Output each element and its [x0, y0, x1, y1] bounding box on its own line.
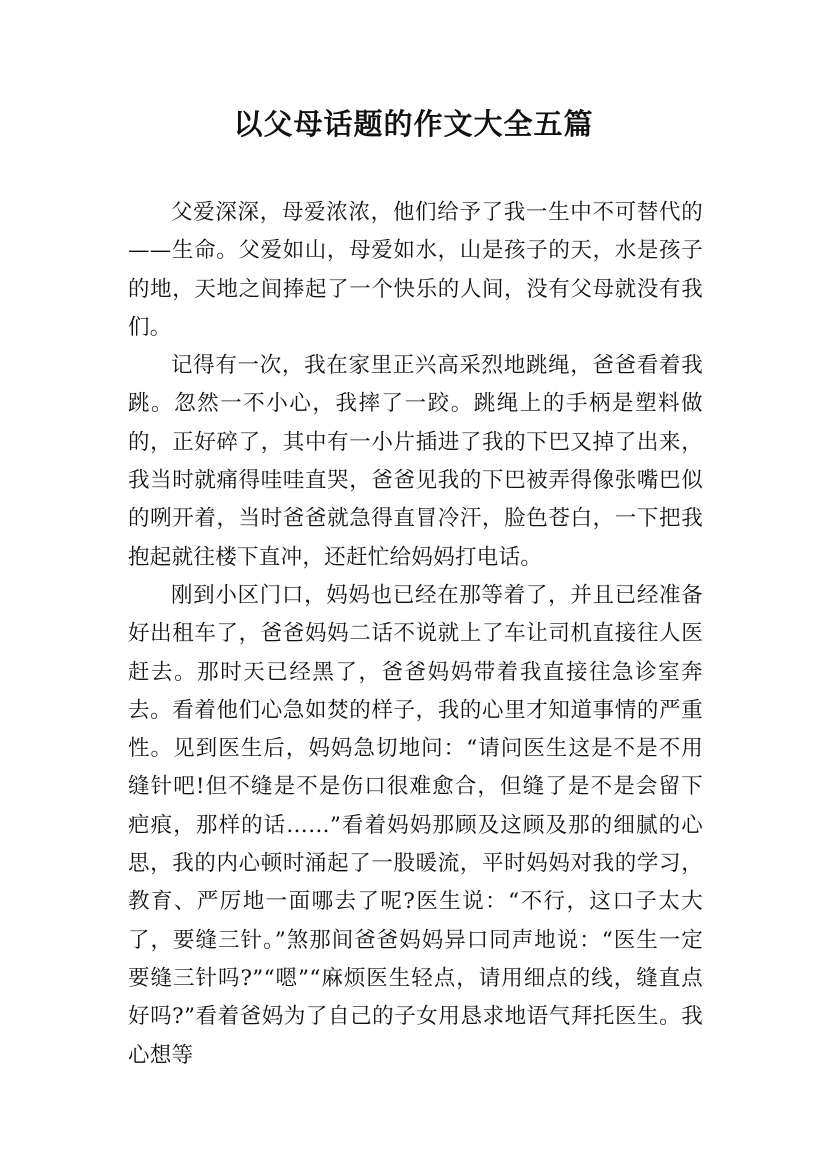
document-body	[128, 194, 703, 1075]
document-title: 以父母话题的作文大全五篇	[233, 107, 594, 141]
paragraph: 刚到小区门口，妈妈也已经在那等着了，并且已经准备好出租车了，爸爸妈妈二话不说就上了车让司机直接往人医赶去。那时天已经黑了，爸爸妈妈带着我直接往急诊室奔去。看着他们心急如焚的样子，我的心里才知道事情的严重性。见到医生后，妈妈急切地问：“请问医生这是不是不用缝针吧!但不缝是不是伤口很难愈合，但缝了是不是会留下疤痕，那样的话……”看着妈妈那顾及这顾及那的细腻的心思，我的内心顿时涌起了一股暖流，平时妈妈对我的学习，教育、严厉地一面哪去了呢?医生说：“不行，这口子太大了，要缝三针。”煞那间爸爸妈妈异口同声地说：“医生一定要缝三针吗?”“嗯”“麻烦医生轻点，请用细点的线，缝直点好吗?”看着爸妈为了自己的子女用恳求地语气拜托医生。我心想等	[128, 582, 703, 1068]
paragraph: 记得有一次，我在家里正兴高采烈地跳绳，爸爸看着我跳。忽然一不小心，我摔了一跤。跳绳上的手柄是塑料做的，正好碎了，其中有一小片插进了我的下巴又掉了出来，我当时就痛得哇哇直哭，爸爸见我的下巴被弄得像张嘴巴似的咧开着，当时爸爸就急得直冒冷汗，脸色苍白，一下把我抱起就往楼下直冲，还赶忙给妈妈打电话。	[128, 353, 703, 570]
paragraph: 父爱深深，母爱浓浓，他们给予了我一生中不可替代的——生命。父爱如山，母爱如水，山是孩子的天，水是孩子的地，天地之间捧起了一个快乐的人间，没有父母就没有我们。	[128, 200, 703, 340]
